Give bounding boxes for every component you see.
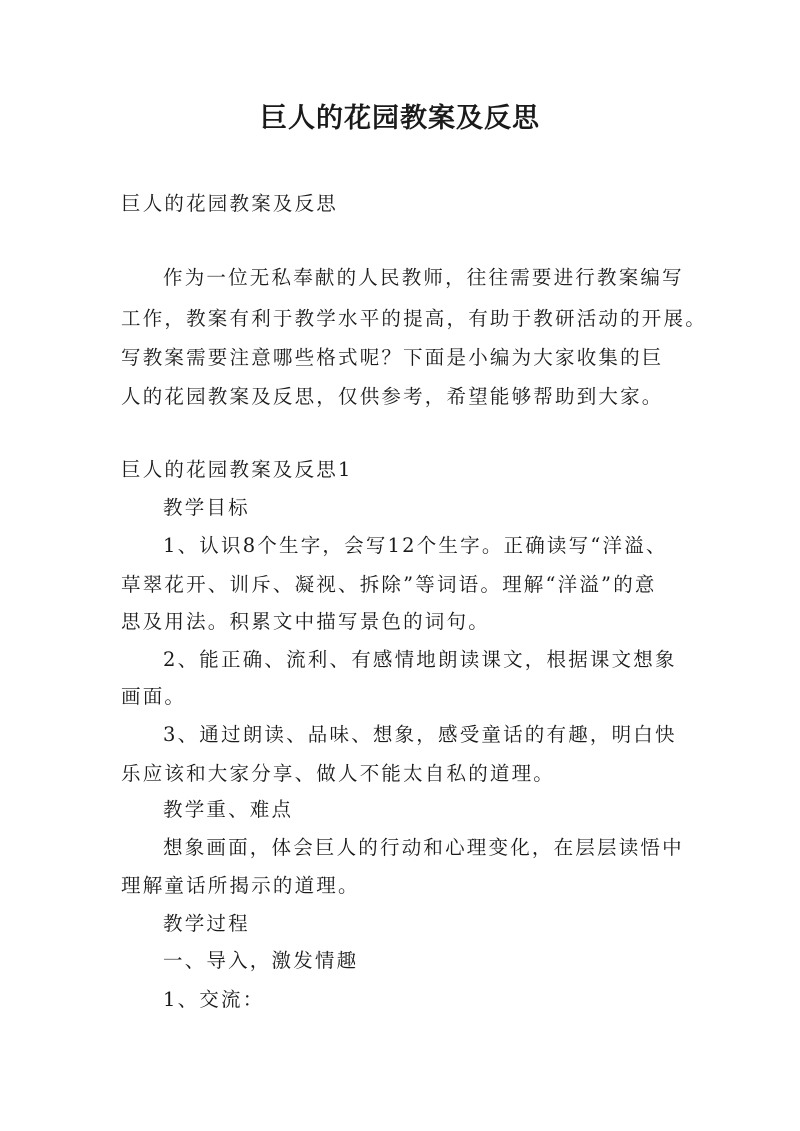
goal-2-line-2: 画面。	[121, 685, 187, 708]
section-heading: 巨人的花园教案及反思1	[121, 458, 353, 481]
goal-2-line-1: 2、能正确、流利、有感情地朗读课文，根据课文想象	[163, 648, 677, 671]
goal-3-line-2: 乐应该和大家分享、做人不能太自私的道理。	[121, 762, 556, 785]
goal-1-line-2: 草翠花开、训斥、凝视、拆除”等词语。理解“洋溢”的意	[121, 573, 657, 596]
intro-line-3: 写教案需要注意哪些格式呢？下面是小编为大家收集的巨	[121, 346, 664, 369]
goal-1-line-1: 1、认识8个生字，会写12个生字。正确读写“洋溢、	[163, 534, 668, 557]
step-1-item-1: 1、交流：	[163, 988, 265, 1011]
intro-line-2: 工作，教案有利于教学水平的提高，有助于教研活动的开展。	[121, 307, 707, 330]
subtitle-line: 巨人的花园教案及反思	[121, 192, 339, 215]
heading-teaching-goals: 教学目标	[163, 496, 250, 519]
key-points-line-2: 理解童话所揭示的道理。	[121, 874, 360, 897]
intro-line-1: 作为一位无私奉献的人民教师，往往需要进行教案编写	[163, 266, 684, 289]
goal-3-line-1: 3、通过朗读、品味、想象，感受童话的有趣，明白快	[163, 723, 677, 746]
heading-key-points: 教学重、难点	[163, 798, 294, 821]
step-1-heading: 一、导入，激发情趣	[163, 949, 359, 972]
goal-1-line-3: 思及用法。积累文中描写景色的词句。	[121, 610, 490, 633]
heading-teaching-process: 教学过程	[163, 912, 250, 935]
document-title: 巨人的花园教案及反思	[260, 103, 540, 134]
intro-line-4: 人的花园教案及反思，仅供参考，希望能够帮助到大家。	[121, 385, 664, 408]
key-points-line-1: 想象画面，体会巨人的行动和心理变化，在层层读悟中	[163, 836, 684, 859]
